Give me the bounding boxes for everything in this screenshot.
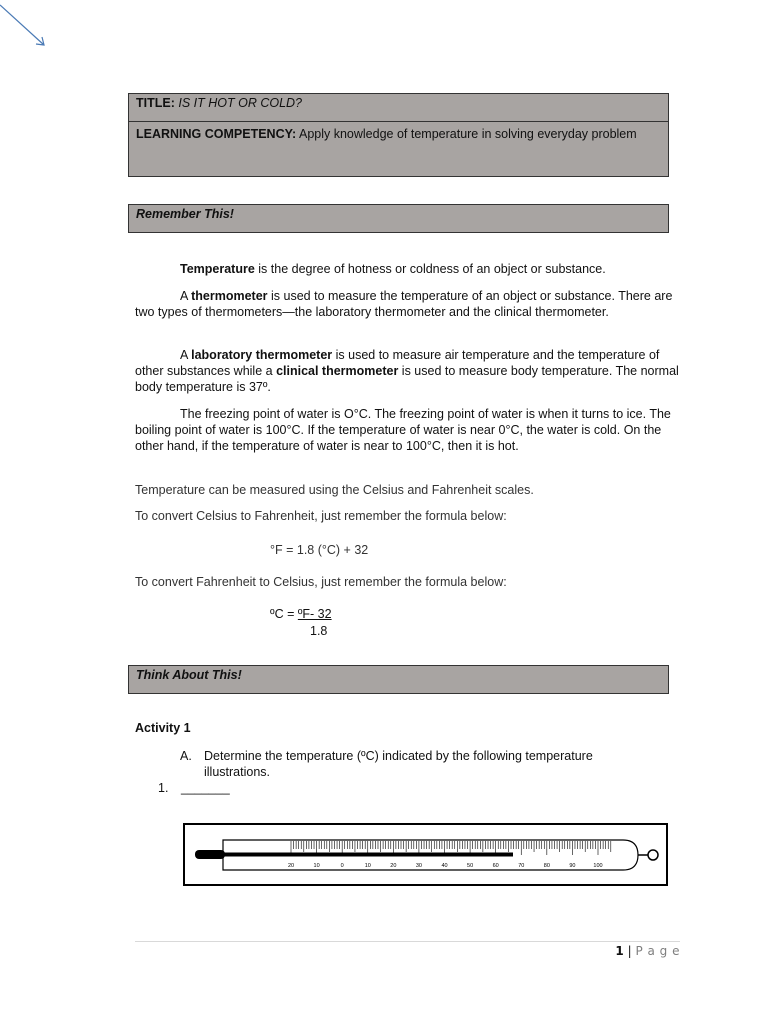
scales-text: Temperature can be measured using the Celsius and Fahrenheit scales. bbox=[135, 483, 534, 497]
thermometer-tick-label: 20 bbox=[390, 863, 397, 869]
remember-box bbox=[128, 204, 669, 233]
competency-value: Apply knowledge of temperature in solving everyday problem bbox=[298, 127, 637, 141]
formula-c-numerator: ºF- 32 bbox=[297, 607, 332, 621]
item-a-text: Determine the temperature (ºC) indicated by the following temperature illustrations. bbox=[204, 749, 593, 779]
paragraph-temperature: Temperature is the degree of hotness or coldness of an object or substance. bbox=[180, 262, 606, 276]
thermometer-tick-label: 100 bbox=[593, 863, 603, 869]
corner-arrow-icon bbox=[0, 0, 50, 50]
remember-heading: Remember This! bbox=[136, 207, 234, 221]
paragraph-freezing-boiling: The freezing point of water is O°C. The freezing point of water is when it turns to ice. The boiling point of water is 100°C. If the temperature of water is near 0°C, the water is cold. On the other hand, if the temperature of water is near to 100°C, then it is hot. bbox=[135, 407, 671, 453]
item-1-marker: 1. bbox=[158, 781, 169, 795]
think-heading: Think About This! bbox=[136, 668, 242, 682]
thermometer-tick-label: 10 bbox=[364, 863, 371, 869]
footer-page-word: P a g e bbox=[635, 944, 680, 958]
think-box bbox=[128, 665, 669, 694]
footer-separator: | bbox=[623, 944, 636, 958]
formula-c-lhs: ºC = bbox=[270, 607, 298, 621]
page-footer bbox=[600, 944, 680, 958]
title-row bbox=[129, 94, 668, 122]
formula-celsius bbox=[270, 606, 332, 622]
item-a-marker: A. bbox=[180, 749, 192, 763]
paragraph-types: A laboratory thermometer is used to measure air temperature and the temperature of other substances while a clinical thermometer is used to measure body temperature. The normal body temperature is 37º. bbox=[135, 348, 679, 394]
thermometer-tick-label: 20 bbox=[287, 863, 295, 869]
thermometer-illustration bbox=[183, 823, 668, 886]
thermometer-tick-label: 40 bbox=[441, 863, 448, 869]
paragraph-thermometer: A thermometer is used to measure the temperature of an object or substance. There are two types of thermometers—the laboratory thermometer and the clinical thermometer. bbox=[135, 289, 673, 319]
thermometer-tick-label: 70 bbox=[518, 863, 525, 869]
thermometer-tick-label: 90 bbox=[569, 863, 576, 869]
competency-row bbox=[129, 122, 668, 144]
title-label: TITLE: bbox=[136, 96, 175, 110]
activity-heading: Activity 1 bbox=[135, 721, 191, 735]
title-value: IS IT HOT OR COLD? bbox=[178, 96, 303, 110]
c-to-f-text: To convert Celsius to Fahrenheit, just remember the formula below: bbox=[135, 509, 507, 523]
formula-fahrenheit: °F = 1.8 (°C) + 32 bbox=[270, 543, 369, 557]
formula-c-denominator: 1.8 bbox=[310, 624, 328, 638]
footer-rule bbox=[135, 941, 680, 942]
thermometer-bulb bbox=[195, 850, 225, 859]
page-number: 1 bbox=[615, 944, 624, 958]
title-box bbox=[128, 93, 669, 177]
f-to-c-text: To convert Fahrenheit to Celsius, just remember the formula below: bbox=[135, 575, 507, 589]
thermometer-tick-label: 80 bbox=[543, 863, 550, 869]
competency-label: LEARNING COMPETENCY: bbox=[136, 127, 297, 141]
thermometer-tick-label: 50 bbox=[467, 863, 474, 869]
thermometer-tick-label: 30 bbox=[415, 863, 422, 869]
item-1-blank[interactable]: _______ bbox=[181, 781, 230, 795]
thermometer-tick-label: 10 bbox=[313, 863, 320, 869]
thermometer-tick-label: 0 bbox=[340, 863, 344, 869]
thermometer-tick-label: 60 bbox=[492, 863, 499, 869]
